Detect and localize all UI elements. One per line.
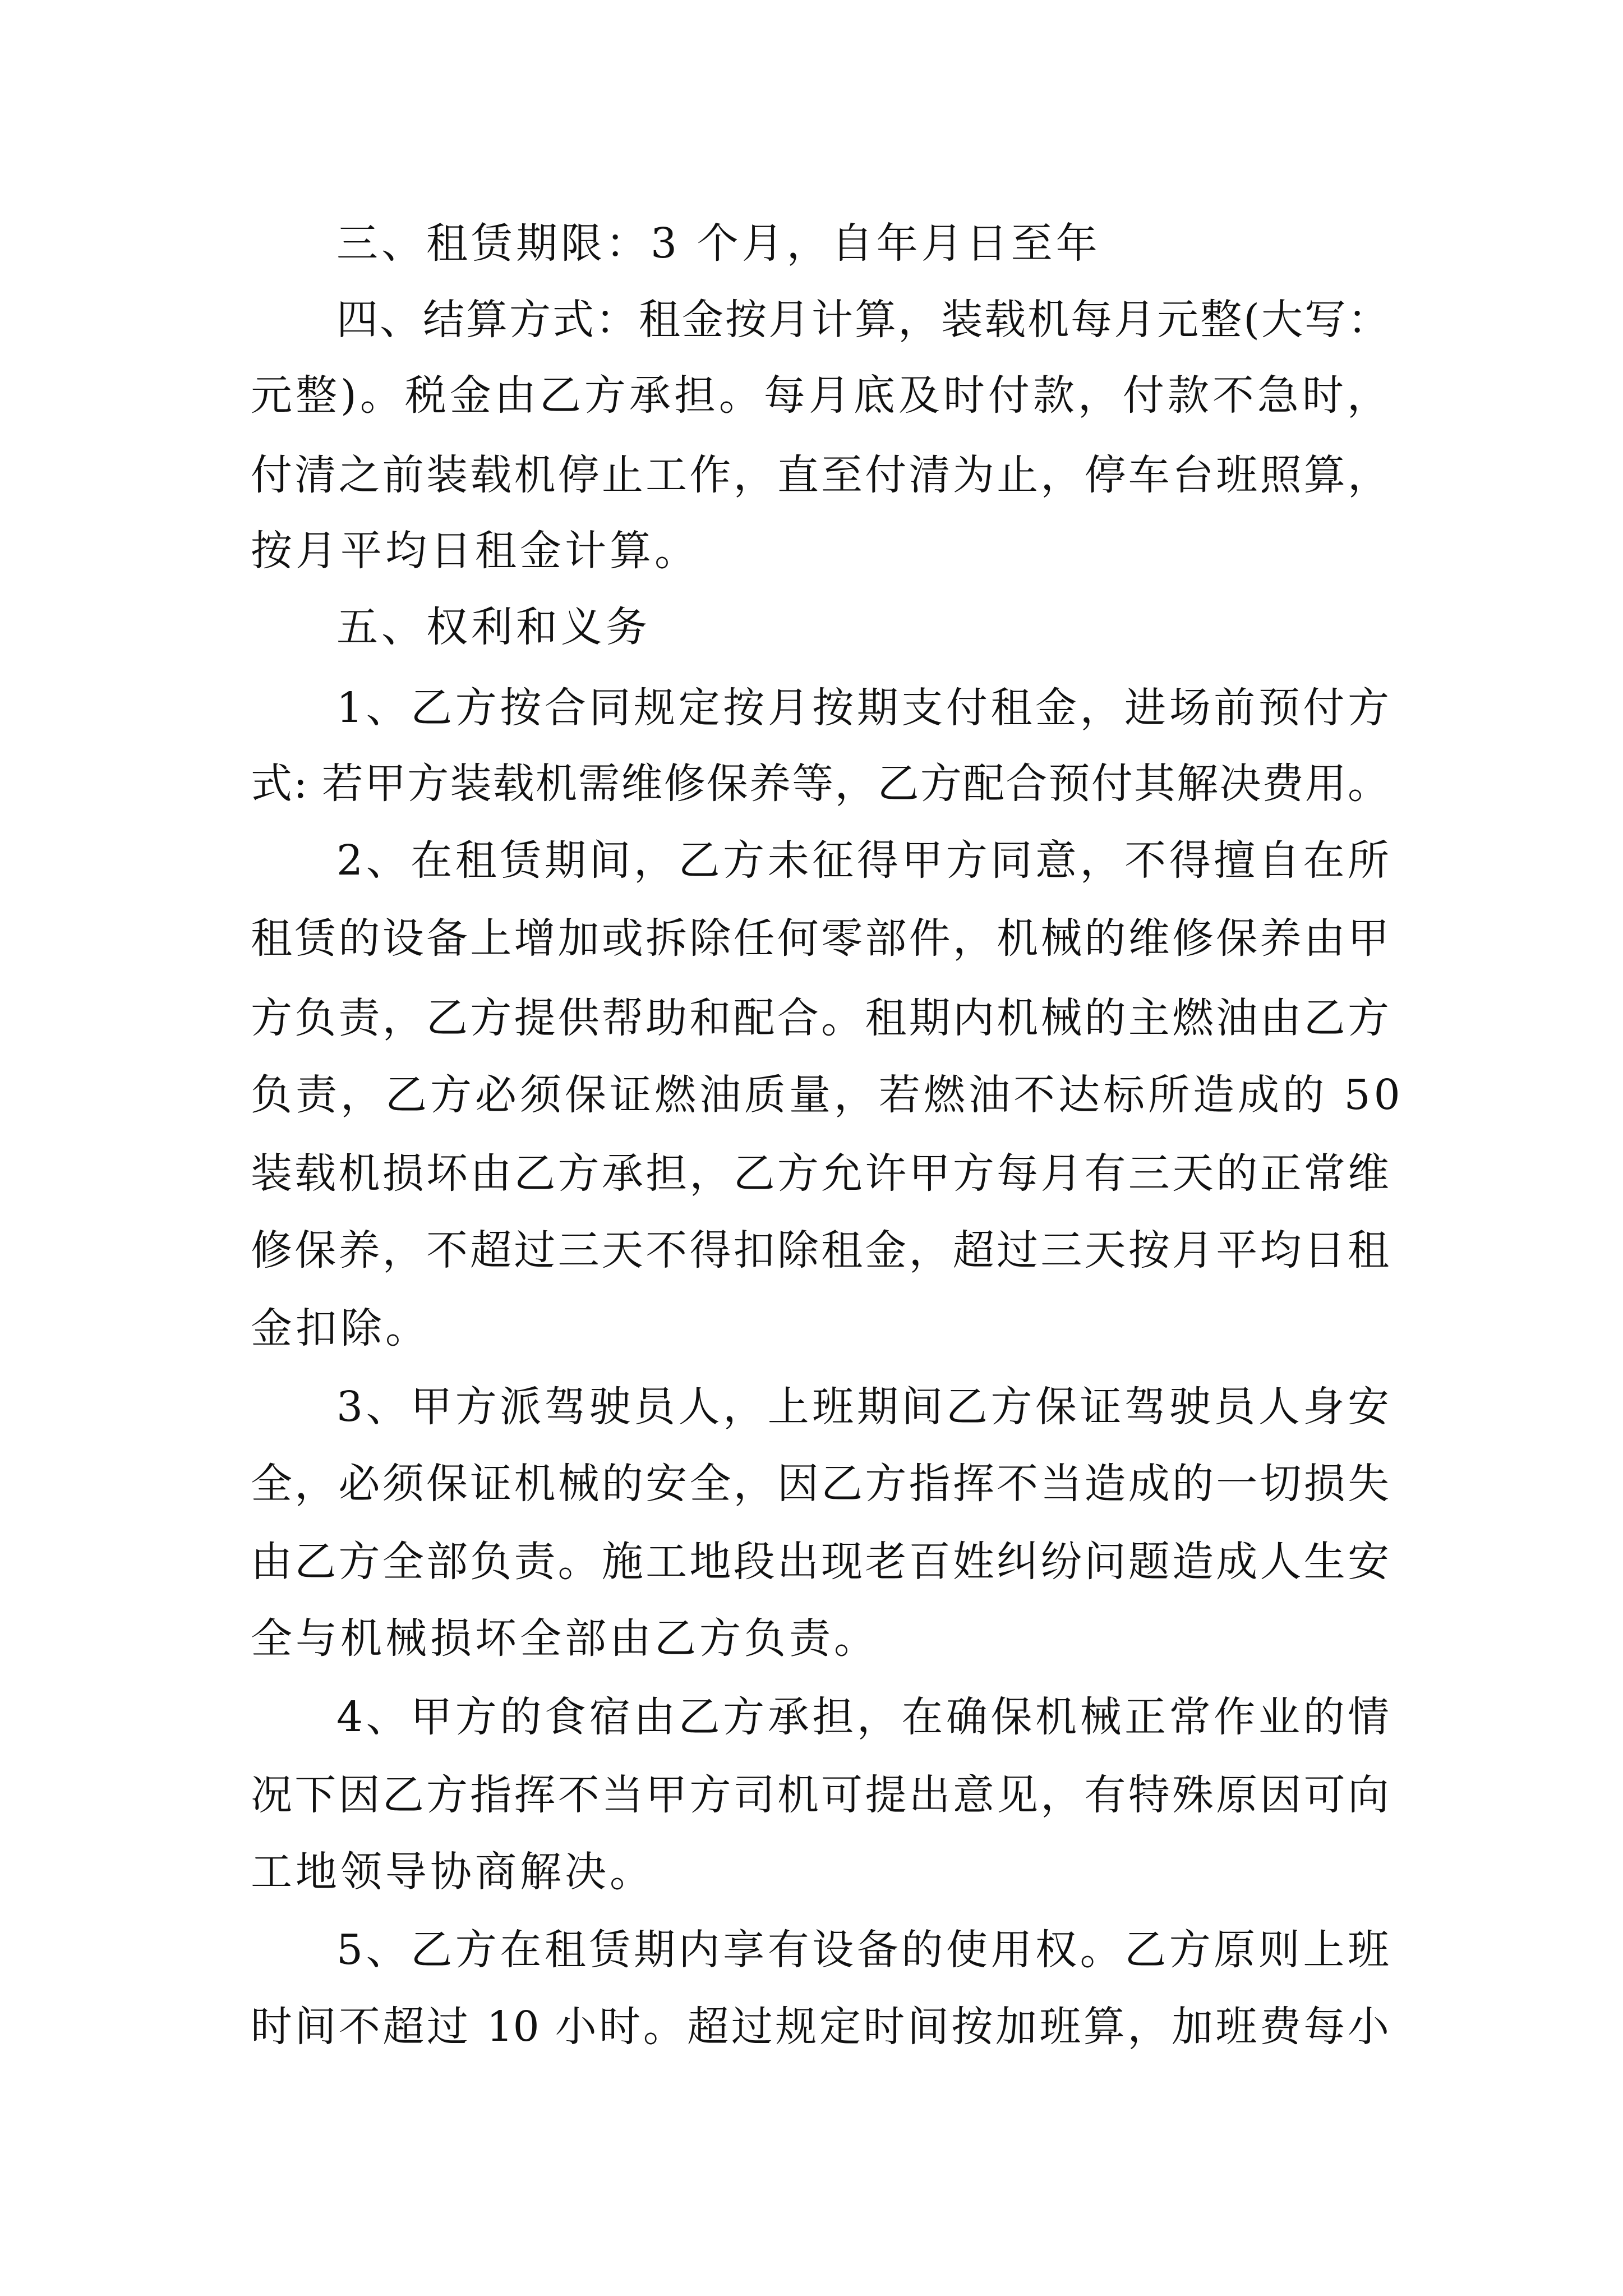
text-line: 五、权利和义务 xyxy=(336,603,651,651)
text-line: 5、乙方在租赁期内享有设备的使用权。乙方原则上班 xyxy=(336,1926,1389,1974)
text-line: 负责，乙方必须保证燃油质量，若燃油不达标所造成的 50 xyxy=(251,1071,1404,1119)
text-line: 工地领导协商解决。 xyxy=(251,1848,654,1896)
text-line: 三、租赁期限：3 个月，自年月日至年 xyxy=(336,219,1101,268)
text-line: 修保养，不超过三天不得扣除租金，超过三天按月平均日租 xyxy=(251,1226,1389,1274)
text-line: 由乙方全部负责。施工地段出现老百姓纠纷问题造成人生安 xyxy=(251,1538,1389,1586)
text-line: 按月平均日租金计算。 xyxy=(251,527,699,575)
text-line: 全与机械损坏全部由乙方负责。 xyxy=(251,1614,879,1663)
text-line: 装载机损坏由乙方承担，乙方允许甲方每月有三天的正常维 xyxy=(251,1149,1389,1198)
text-line: 2、在租赁期间，乙方未征得甲方同意，不得擅自在所 xyxy=(336,836,1389,885)
text-line: 3、甲方派驾驶员人，上班期间乙方保证驾驶员人身安 xyxy=(336,1383,1389,1431)
text-line: 时间不超过 10 小时。超过规定时间按加班算，加班费每小 xyxy=(251,2003,1389,2051)
text-line: 付清之前装载机停止工作，直至付清为止，停车台班照算， xyxy=(251,451,1389,499)
text-line: 4、甲方的食宿由乙方承担，在确保机械正常作业的情 xyxy=(336,1693,1389,1741)
text-line: 四、结算方式：租金按月计算，装载机每月元整(大写： xyxy=(336,296,1389,344)
text-line: 元整)。税金由乙方承担。每月底及时付款，付款不急时， xyxy=(251,371,1392,420)
text-line: 式: 若甲方装载机需维修保养等，乙方配合预付其解决费用。 xyxy=(251,760,1389,808)
text-line: 况下因乙方指挥不当甲方司机可提出意见，有特殊原因可向 xyxy=(251,1771,1389,1819)
text-line: 全，必须保证机械的安全，因乙方指挥不当造成的一切损失 xyxy=(251,1460,1389,1508)
text-line: 金扣除。 xyxy=(251,1304,430,1352)
text-line: 租赁的设备上增加或拆除任何零部件，机械的维修保养由甲 xyxy=(251,914,1389,963)
text-line: 1、乙方按合同规定按月按期支付租金，进场前预付方 xyxy=(336,684,1389,732)
text-line: 方负责，乙方提供帮助和配合。租期内机械的主燃油由乙方 xyxy=(251,994,1389,1042)
